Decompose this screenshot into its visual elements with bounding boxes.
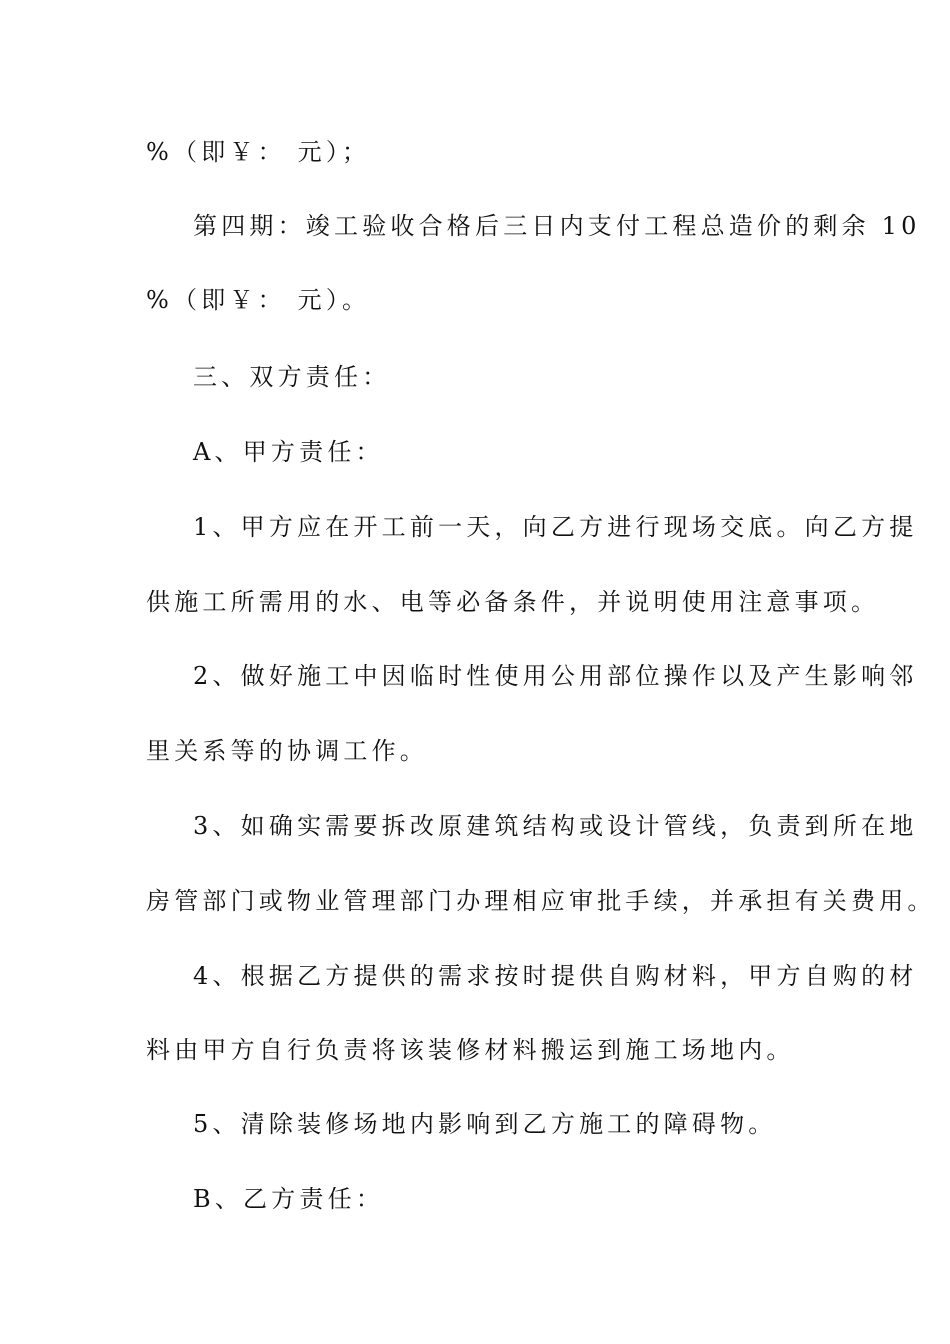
text-line-9: 里关系等的协调工作。: [146, 737, 428, 765]
text-line-13: 料由甲方自行负责将该装修材料搬运到施工场地内。: [146, 1036, 795, 1064]
text-line-10: 3、如确实需要拆改原建筑结构或设计管线，负责到所在地: [193, 812, 918, 840]
text-line-14: 5、清除装修场地内影响到乙方施工的障碍物。: [193, 1110, 777, 1138]
text-line-7: 供施工所需用的水、电等必备条件，并说明使用注意事项。: [146, 588, 880, 616]
text-line-11: 房管部门或物业管理部门办理相应审批手续，并承担有关费用。: [146, 887, 936, 915]
subheading-party-a: A、甲方责任：: [193, 438, 384, 466]
text-line-6: 1、甲方应在开工前一天，向乙方进行现场交底。向乙方提: [193, 513, 918, 541]
text-line-12: 4、根据乙方提供的需求按时提供自购材料，甲方自购的材: [193, 962, 918, 990]
text-line-2: 第四期：竣工验收合格后三日内支付工程总造价的剩余 10: [193, 212, 921, 240]
subheading-party-b: B、乙方责任：: [193, 1185, 385, 1213]
text-line-8: 2、做好施工中因临时性使用公用部位操作以及产生影响邻: [193, 662, 918, 690]
text-line-1: %（即￥： 元）；: [146, 138, 371, 166]
text-line-3: %（即￥： 元）。: [146, 286, 371, 314]
section-heading-responsibilities: 三、双方责任：: [193, 363, 391, 391]
